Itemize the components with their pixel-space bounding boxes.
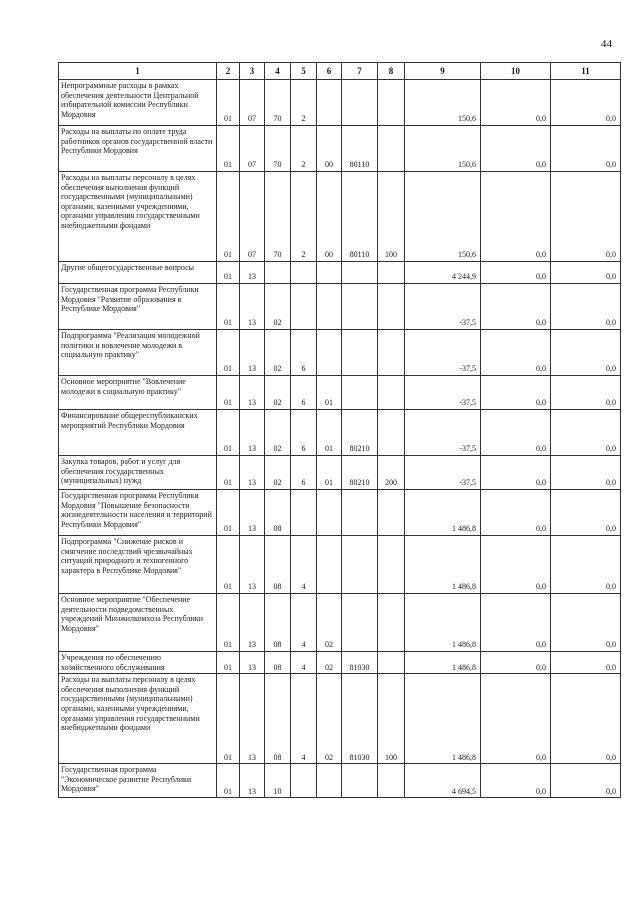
cell-col-4: 70 — [265, 172, 291, 262]
cell-col-4: 02 — [265, 284, 291, 330]
cell-col-6: 00 — [317, 126, 342, 172]
cell-col-4: 02 — [265, 456, 291, 490]
table-row — [59, 262, 621, 284]
cell-col-10: 0,0 — [481, 284, 551, 330]
table-row — [59, 172, 621, 262]
cell-col-9: 4 244,9 — [405, 262, 481, 284]
cell-col-2: 01 — [217, 262, 240, 284]
cell-col-2: 01 — [217, 456, 240, 490]
cell-col-7: 80210 — [342, 410, 378, 456]
table-row — [59, 410, 621, 456]
cell-col-8: 200 — [378, 456, 405, 490]
cell-col-10: 0,0 — [481, 594, 551, 652]
cell-col-3: 13 — [240, 536, 265, 594]
cell-col-9: -37,5 — [405, 410, 481, 456]
cell-col-9: 150,6 — [405, 172, 481, 262]
cell-col-4: 08 — [265, 674, 291, 764]
cell-col-4: 02 — [265, 410, 291, 456]
cell-col-4: 08 — [265, 652, 291, 674]
cell-col-8 — [378, 262, 405, 284]
cell-col-7: 80110 — [342, 172, 378, 262]
table-row — [59, 652, 621, 674]
row-item-name: Расходы на выплаты по оплате труда работников органов государственной власти Республики Мордовия — [59, 126, 217, 172]
cell-col-7: 80110 — [342, 126, 378, 172]
cell-col-5: 2 — [291, 126, 317, 172]
cell-col-11: 0,0 — [551, 126, 621, 172]
cell-col-2: 01 — [217, 172, 240, 262]
row-item-name: Государственная программа Республики Мордовия "Развитие образования в Республике Мордовия" — [59, 284, 217, 330]
cell-col-5: 2 — [291, 172, 317, 262]
cell-col-11: 0,0 — [551, 80, 621, 126]
cell-col-4: 70 — [265, 80, 291, 126]
cell-col-3: 07 — [240, 126, 265, 172]
cell-col-10: 0,0 — [481, 490, 551, 536]
header-col-5: 5 — [291, 63, 317, 80]
cell-col-8 — [378, 376, 405, 410]
row-item-name: Государственная программа "Экономическое развитие Республики Мордовия" — [59, 764, 217, 798]
cell-col-2: 01 — [217, 764, 240, 798]
cell-col-2: 01 — [217, 126, 240, 172]
cell-col-11: 0,0 — [551, 376, 621, 410]
header-col-11: 11 — [551, 63, 621, 80]
cell-col-11: 0,0 — [551, 490, 621, 536]
header-col-6: 6 — [317, 63, 342, 80]
cell-col-10: 0,0 — [481, 410, 551, 456]
cell-col-6: 01 — [317, 456, 342, 490]
cell-col-10: 0,0 — [481, 674, 551, 764]
cell-col-6 — [317, 490, 342, 536]
cell-col-7 — [342, 80, 378, 126]
cell-col-11: 0,0 — [551, 536, 621, 594]
cell-col-5: 2 — [291, 80, 317, 126]
cell-col-10: 0,0 — [481, 652, 551, 674]
row-item-name: Государственная программа Республики Мордовия "Повышение безопасности жизнедеятельности населения и территорий Республики Мордовия" — [59, 490, 217, 536]
cell-col-11: 0,0 — [551, 330, 621, 376]
cell-col-8: 100 — [378, 172, 405, 262]
table-body — [59, 80, 621, 798]
cell-col-9: 4 694,5 — [405, 764, 481, 798]
cell-col-9: -37,5 — [405, 456, 481, 490]
cell-col-8 — [378, 126, 405, 172]
cell-col-6: 00 — [317, 172, 342, 262]
cell-col-7: 80210 — [342, 456, 378, 490]
cell-col-9: -37,5 — [405, 330, 481, 376]
cell-col-2: 01 — [217, 80, 240, 126]
cell-col-11: 0,0 — [551, 594, 621, 652]
cell-col-3: 13 — [240, 456, 265, 490]
cell-col-2: 01 — [217, 410, 240, 456]
cell-col-11: 0,0 — [551, 652, 621, 674]
cell-col-11: 0,0 — [551, 764, 621, 798]
cell-col-6: 02 — [317, 594, 342, 652]
cell-col-2: 01 — [217, 594, 240, 652]
header-row — [59, 63, 621, 80]
cell-col-9: 1 486,8 — [405, 536, 481, 594]
row-item-name: Основное мероприятие "Вовлечение молодежи в социальную практику" — [59, 376, 217, 410]
cell-col-4 — [265, 262, 291, 284]
cell-col-10: 0,0 — [481, 764, 551, 798]
cell-col-7: 81030 — [342, 652, 378, 674]
cell-col-9: 1 486,8 — [405, 490, 481, 536]
table-row — [59, 376, 621, 410]
cell-col-6 — [317, 764, 342, 798]
cell-col-4: 02 — [265, 376, 291, 410]
header-col-2: 2 — [217, 63, 240, 80]
cell-col-9: 150,6 — [405, 126, 481, 172]
cell-col-9: 1 486,8 — [405, 594, 481, 652]
header-col-10: 10 — [481, 63, 551, 80]
cell-col-8 — [378, 652, 405, 674]
cell-col-2: 01 — [217, 652, 240, 674]
cell-col-3: 07 — [240, 80, 265, 126]
cell-col-9: 1 486,8 — [405, 674, 481, 764]
cell-col-2: 01 — [217, 330, 240, 376]
cell-col-8 — [378, 764, 405, 798]
cell-col-6: 01 — [317, 410, 342, 456]
cell-col-8 — [378, 410, 405, 456]
cell-col-7 — [342, 594, 378, 652]
cell-col-5 — [291, 262, 317, 284]
cell-col-3: 13 — [240, 764, 265, 798]
cell-col-11: 0,0 — [551, 284, 621, 330]
cell-col-11: 0,0 — [551, 410, 621, 456]
header-col-8: 8 — [378, 63, 405, 80]
cell-col-7 — [342, 330, 378, 376]
cell-col-6 — [317, 536, 342, 594]
cell-col-3: 13 — [240, 490, 265, 536]
cell-col-8: 100 — [378, 674, 405, 764]
row-item-name: Основное мероприятие "Обеспечение деятельности подведомственных учреждений Минжилкомхоза Республики Мордовия" — [59, 594, 217, 652]
cell-col-4: 08 — [265, 594, 291, 652]
row-item-name: Учреждения по обеспечению хозяйственного обслуживания — [59, 652, 217, 674]
header-col-4: 4 — [265, 63, 291, 80]
cell-col-7 — [342, 536, 378, 594]
cell-col-5: 4 — [291, 536, 317, 594]
cell-col-6 — [317, 330, 342, 376]
cell-col-5: 6 — [291, 410, 317, 456]
cell-col-10: 0,0 — [481, 536, 551, 594]
cell-col-8 — [378, 490, 405, 536]
table-row — [59, 456, 621, 490]
cell-col-2: 01 — [217, 376, 240, 410]
row-item-name: Расходы на выплаты персоналу в целях обеспечения выполнения функций государственными (муниципальными) органами, казенными учреждениями, органами управления государственными внебюджетными фондами — [59, 172, 217, 262]
cell-col-2: 01 — [217, 490, 240, 536]
cell-col-7 — [342, 284, 378, 330]
cell-col-7 — [342, 764, 378, 798]
table-header — [59, 63, 621, 80]
cell-col-5: 6 — [291, 330, 317, 376]
cell-col-8 — [378, 594, 405, 652]
header-col-9: 9 — [405, 63, 481, 80]
cell-col-3: 13 — [240, 330, 265, 376]
table-row — [59, 536, 621, 594]
header-col-3: 3 — [240, 63, 265, 80]
cell-col-9: 1 486,8 — [405, 652, 481, 674]
cell-col-6: 02 — [317, 652, 342, 674]
cell-col-9: 150,6 — [405, 80, 481, 126]
cell-col-5: 4 — [291, 674, 317, 764]
cell-col-4: 70 — [265, 126, 291, 172]
cell-col-2: 01 — [217, 536, 240, 594]
budget-table — [58, 62, 621, 798]
cell-col-8 — [378, 330, 405, 376]
cell-col-3: 13 — [240, 284, 265, 330]
cell-col-10: 0,0 — [481, 126, 551, 172]
cell-col-5: 4 — [291, 594, 317, 652]
table-row — [59, 764, 621, 798]
cell-col-5 — [291, 764, 317, 798]
cell-col-10: 0,0 — [481, 262, 551, 284]
header-col-1: 1 — [59, 63, 217, 80]
cell-col-11: 0,0 — [551, 262, 621, 284]
cell-col-4: 08 — [265, 490, 291, 536]
cell-col-2: 01 — [217, 284, 240, 330]
table-row — [59, 80, 621, 126]
cell-col-6 — [317, 262, 342, 284]
table-row — [59, 490, 621, 536]
cell-col-6 — [317, 80, 342, 126]
cell-col-3: 13 — [240, 410, 265, 456]
cell-col-9: -37,5 — [405, 376, 481, 410]
cell-col-4: 02 — [265, 330, 291, 376]
cell-col-7 — [342, 490, 378, 536]
row-item-name: Закупка товаров, работ и услуг для обеспечения государственных (муниципальных) нужд — [59, 456, 217, 490]
cell-col-6: 01 — [317, 376, 342, 410]
page-number: 44 — [601, 38, 612, 50]
cell-col-11: 0,0 — [551, 172, 621, 262]
table-row — [59, 284, 621, 330]
cell-col-3: 13 — [240, 652, 265, 674]
cell-col-7: 81030 — [342, 674, 378, 764]
table-row — [59, 126, 621, 172]
cell-col-3: 13 — [240, 594, 265, 652]
cell-col-4: 10 — [265, 764, 291, 798]
cell-col-10: 0,0 — [481, 330, 551, 376]
table-row — [59, 330, 621, 376]
cell-col-7 — [342, 262, 378, 284]
row-item-name: Финансирование общереспубликанских мероприятий Республики Мордовия — [59, 410, 217, 456]
cell-col-5 — [291, 490, 317, 536]
cell-col-6: 02 — [317, 674, 342, 764]
cell-col-10: 0,0 — [481, 376, 551, 410]
cell-col-5 — [291, 284, 317, 330]
cell-col-3: 07 — [240, 172, 265, 262]
table-row — [59, 594, 621, 652]
cell-col-5: 6 — [291, 376, 317, 410]
cell-col-10: 0,0 — [481, 80, 551, 126]
cell-col-9: -37,5 — [405, 284, 481, 330]
row-item-name: Расходы на выплаты персоналу в целях обеспечения выполнения функций государственными (муниципальными) органами, казенными учреждениями, органами управления государственными внебюджетными фондами — [59, 674, 217, 764]
cell-col-5: 6 — [291, 456, 317, 490]
header-col-7: 7 — [342, 63, 378, 80]
row-item-name: Непрограммные расходы в рамках обеспечения деятельности Центральной избирательной комиссии Республики Мордовия — [59, 80, 217, 126]
cell-col-8 — [378, 536, 405, 594]
cell-col-3: 13 — [240, 674, 265, 764]
cell-col-4: 08 — [265, 536, 291, 594]
row-item-name: Подпрограмма "Снижение рисков и смягчение последствий чрезвычайных ситуаций природного и техногенного характера в Республике Мордовия" — [59, 536, 217, 594]
cell-col-11: 0,0 — [551, 674, 621, 764]
cell-col-8 — [378, 284, 405, 330]
cell-col-7 — [342, 376, 378, 410]
table-row — [59, 674, 621, 764]
row-item-name: Другие общегосударственные вопросы — [59, 262, 217, 284]
cell-col-11: 0,0 — [551, 456, 621, 490]
cell-col-3: 13 — [240, 376, 265, 410]
cell-col-6 — [317, 284, 342, 330]
cell-col-2: 01 — [217, 674, 240, 764]
row-item-name: Подпрограмма "Реализация молодежной политики и вовлечение молодежи в социальную практику" — [59, 330, 217, 376]
cell-col-5: 4 — [291, 652, 317, 674]
cell-col-10: 0,0 — [481, 456, 551, 490]
cell-col-10: 0,0 — [481, 172, 551, 262]
cell-col-8 — [378, 80, 405, 126]
cell-col-3: 13 — [240, 262, 265, 284]
